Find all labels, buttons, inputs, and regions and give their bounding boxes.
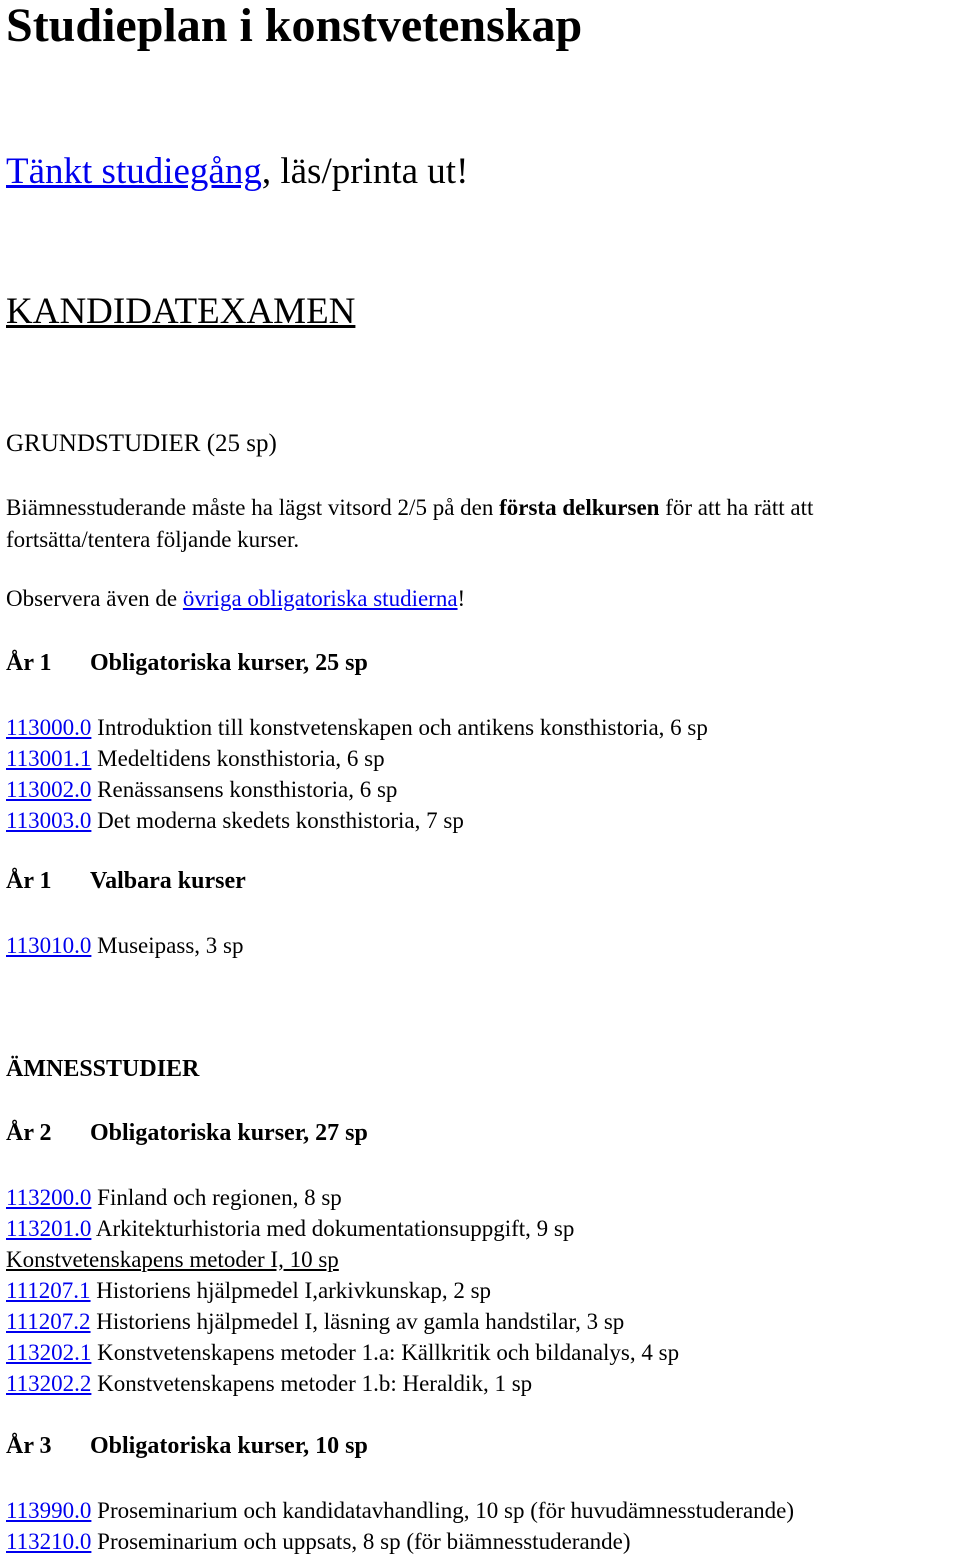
- course-name: Renässansens konsthistoria, 6 sp: [91, 777, 398, 802]
- course-code-link[interactable]: 113202.2: [6, 1371, 92, 1396]
- course-code-link[interactable]: 113201.0: [6, 1216, 92, 1241]
- exam-heading: KANDIDATEXAMEN: [6, 291, 356, 332]
- course-list-y3: [6, 1495, 794, 1557]
- year-label: År 1: [6, 650, 52, 676]
- course-code-link[interactable]: 113202.1: [6, 1340, 92, 1365]
- course-name: Medeltidens konsthistoria, 6 sp: [91, 746, 385, 771]
- course-row: [6, 1213, 679, 1244]
- obs-pre: Observera även de: [6, 586, 183, 611]
- section-y2-obligatory: [6, 1120, 368, 1147]
- course-row: [6, 1275, 679, 1306]
- para-text-1: Biämnesstuderande måste ha lägst vitsord 2/5 på den: [6, 495, 500, 520]
- course-row: [6, 930, 243, 961]
- course-name: Historiens hjälpmedel I, läsning av gamla handstilar, 3 sp: [90, 1309, 625, 1334]
- course-list-y1-obligatory: [6, 712, 708, 836]
- section-label: Obligatoriska kurser, 10 sp: [90, 1433, 368, 1459]
- course-row: [6, 1182, 679, 1213]
- course-code-link[interactable]: 111207.2: [6, 1309, 91, 1334]
- section-y1-elective: [6, 868, 246, 895]
- course-name: Proseminarium och kandidatavhandling, 10 sp (för huvudämnesstuderande): [91, 1498, 795, 1523]
- course-row: [6, 1337, 679, 1368]
- year-label: År 1: [6, 868, 52, 894]
- para-bold: första delkursen: [499, 495, 660, 520]
- course-name: Proseminarium och uppsats, 8 sp (för biämnesstuderande): [91, 1529, 631, 1554]
- studiegang-suffix: , läs/printa ut!: [261, 151, 469, 192]
- course-name: Konstvetenskapens metoder 1.a: Källkritik och bildanalys, 4 sp: [91, 1340, 680, 1365]
- para-text-2: för att ha rätt att fortsätta/tentera följande kurser.: [6, 495, 814, 552]
- course-name: Finland och regionen, 8 sp: [91, 1185, 342, 1210]
- course-code-link[interactable]: 111207.1: [6, 1278, 91, 1303]
- course-name: Konstvetenskapens metoder 1.b: Heraldik, 1 sp: [91, 1371, 533, 1396]
- course-name: Det moderna skedets konsthistoria, 7 sp: [91, 808, 464, 833]
- obligatory-studies-link[interactable]: övriga obligatoriska studierna: [182, 586, 458, 611]
- section-y3-obligatory: [6, 1433, 368, 1460]
- section-y1-obligatory: [6, 650, 368, 677]
- course-code-link[interactable]: 113200.0: [6, 1185, 92, 1210]
- section-label: Valbara kurser: [90, 868, 246, 894]
- course-list-y2: [6, 1182, 679, 1399]
- studiegang-link[interactable]: Tänkt studiegång: [6, 151, 262, 192]
- course-code-link[interactable]: 113010.0: [6, 933, 92, 958]
- course-list-y1-elective: [6, 930, 243, 961]
- course-code-link[interactable]: 113003.0: [6, 808, 92, 833]
- observe-line: [6, 586, 465, 612]
- course-name: Arkitekturhistoria med dokumentationsuppgift, 9 sp: [91, 1216, 575, 1241]
- section-label: Obligatoriska kurser, 27 sp: [90, 1120, 368, 1146]
- year-label: År 3: [6, 1433, 52, 1459]
- course-code-link[interactable]: 113000.0: [6, 715, 92, 740]
- course-row: [6, 774, 708, 805]
- metoder-heading: Konstvetenskapens metoder I, 10 sp: [6, 1247, 339, 1272]
- course-row: [6, 743, 708, 774]
- grund-heading: GRUNDSTUDIER (25 sp): [6, 430, 277, 457]
- course-code-link[interactable]: 113990.0: [6, 1498, 92, 1523]
- course-code-link[interactable]: 113001.1: [6, 746, 92, 771]
- course-name: Historiens hjälpmedel I,arkivkunskap, 2 sp: [90, 1278, 492, 1303]
- course-row: [6, 1495, 794, 1526]
- obs-post: !: [457, 586, 466, 611]
- course-code-link[interactable]: 113002.0: [6, 777, 92, 802]
- amne-heading: ÄMNESSTUDIER: [6, 1056, 200, 1082]
- course-code-link[interactable]: 113210.0: [6, 1529, 92, 1554]
- section-label: Obligatoriska kurser, 25 sp: [90, 650, 368, 676]
- course-row: [6, 712, 708, 743]
- course-row: [6, 805, 708, 836]
- studiegang-line: [6, 150, 468, 193]
- year-label: År 2: [6, 1120, 52, 1146]
- course-row: [6, 1526, 794, 1557]
- course-name: Museipass, 3 sp: [91, 933, 244, 958]
- course-name: Introduktion till konstvetenskapen och antikens konsthistoria, 6 sp: [91, 715, 708, 740]
- course-row: [6, 1306, 679, 1337]
- page-title: Studieplan i konstvetenskap: [6, 0, 583, 52]
- course-row: [6, 1368, 679, 1399]
- grund-paragraph: [6, 492, 956, 556]
